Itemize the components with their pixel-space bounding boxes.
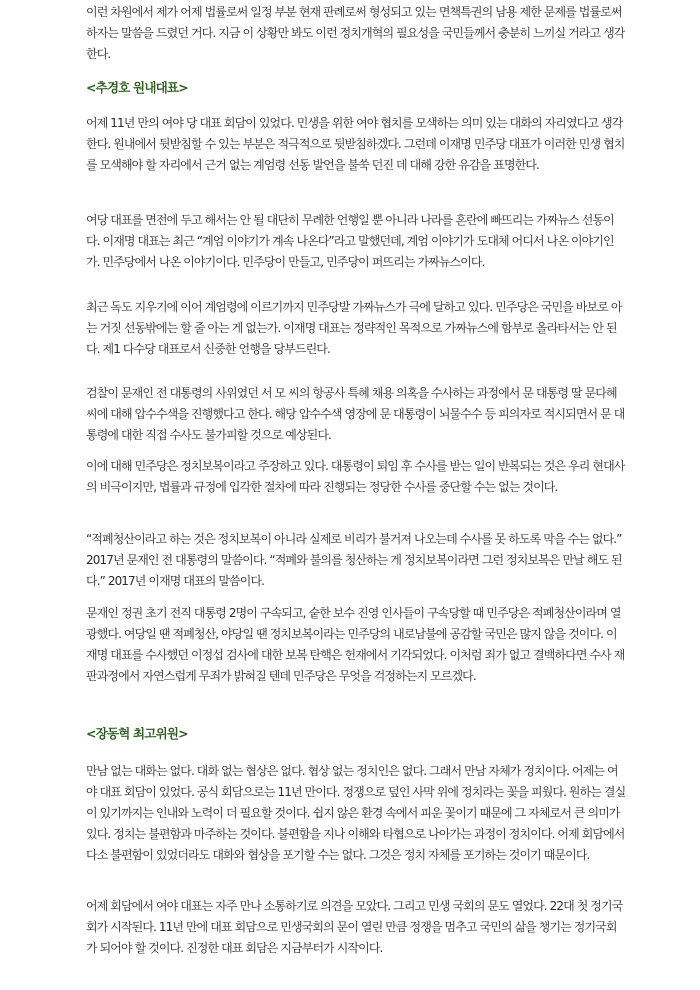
section1-paragraph-6: “적폐청산이라고 하는 것은 정치보복이 아니라 실제로 비리가 불거져 나오는데 수사를 못 하도록 막을 수는 없다.” 2017년 문재인 전 대통령의 말씀이다. “적폐와 불의를 청산하는 게 정치보복이라면 그런 정치보복은 만날 해도 된다.” 2017년 이재명 대표의 말씀이다. xyxy=(86,532,622,588)
section2-paragraph-2: 어제 회담에서 여야 대표는 자주 만나 소통하기로 의견을 모았다. 그리고 민생 국회의 문도 열었다. 22대 첫 정기국회가 시작된다. 11년 만에 대표 회담으로 민생국회의 문이 열린 만큼 정쟁을 멈추고 국민의 삶을 챙기는 정기국회가 되어야 할 것이다. 진정한 대표 회담은 지금부터가 시작이다. xyxy=(86,899,623,955)
section1-paragraph-1: 어제 11년 만의 여야 당 대표 회담이 있었다. 민생을 위한 여야 협치를 모색하는 의미 있는 대화의 자리였다고 생각한다. 원내에서 뒷받침할 수 있는 부분은 적극적으로 뒷받침하겠다. 그런데 이재명 민주당 대표가 이러한 민생 협치를 모색해야 할 자리에서 근거 없는 계엄령 선동 발언을 불쑥 던진 데 대해 강한 유감을 표명한다. xyxy=(86,116,625,172)
section1-paragraph-4: 검찰이 문재인 전 대통령의 사위였던 서 모 씨의 항공사 특혜 채용 의혹을 수사하는 과정에서 문 대통령 딸 문다혜 씨에 대해 압수수색을 진행했다고 한다. 해당 압수수색 영장에 문 대통령이 뇌물수수 등 피의자로 적시되면서 문 대통령에 대한 직접 수사도 불가피할 것으로 예상된다. xyxy=(86,386,625,442)
section1-paragraph-2: 여당 대표를 면전에 두고 해서는 안 될 대단히 무례한 언행일 뿐 아니라 나라를 혼란에 빠뜨리는 가짜뉴스 선동이다. 이재명 대표는 최근 “계엄 이야기가 계속 나온다”라고 말했던데, 계엄 이야기가 도대체 어디서 나온 이야기인가. 민주당에서 나온 이야기이다. 민주당이 만들고, 민주당이 퍼뜨리는 가짜뉴스이다. xyxy=(86,213,614,269)
intro-paragraph: 이런 차원에서 제가 어제 법률로써 일정 부분 현재 판례로써 형성되고 있는 면책특권의 남용 제한 문제를 법률로써 하자는 말씀을 드렸던 거다. 지금 이 상황만 봐도 이런 정치개혁의 필요성을 국민들께서 충분히 느끼실 거라고 생각한다. xyxy=(86,5,625,61)
section1-paragraph-7: 문재인 정권 초기 전직 대통령 2명이 구속되고, 숱한 보수 진영 인사들이 구속당할 때 민주당은 적폐청산이라며 열광했다. 여당일 땐 적폐청산, 야당일 땐 정치보복이라는 민주당의 내로남불에 공감할 국민은 많지 않을 것이다. 이재명 대표를 수사했던 이정섭 검사에 대한 보복 탄핵은 헌재에서 기각되었다. 이처럼 죄가 없고 결백하다면 수사 재판과정에서 자연스럽게 무죄가 밝혀질 텐데 민주당은 무엇을 걱정하는지 모르겠다. xyxy=(86,606,625,683)
section2-paragraph-1: 만남 없는 대화는 없다. 대화 없는 협상은 없다. 협상 없는 정치인은 없다. 그래서 만남 자체가 정치이다. 어제는 여야 대표 회담이 있었다. 공식 회담으로는 11년 만이다. 정쟁으로 덮인 사막 위에 정치라는 꽃을 피웠다. 원하는 결실이 있기까지는 인내와 노력이 더 필요할 것이다. 쉽지 않은 환경 속에서 피운 꽃이기 때문에 그 자체로서 큰 의미가 있다. 정치는 불편함과 마주하는 것이다. 불편함을 지나 이해와 타협으로 나아가는 과정이 정치이다. 어제 회담에서 다소 불편함이 있었더라도 대화와 협상을 포기할 수는 없다. 그것은 정치 자체를 포기하는 것이기 때문이다. xyxy=(86,764,626,862)
section-heading-choo: <추경호 원내대표> xyxy=(86,80,188,95)
section1-paragraph-3: 최근 독도 지우기에 이어 계엄령에 이르기까지 민주당발 가짜뉴스가 극에 달하고 있다. 민주당은 국민을 바보로 아는 거짓 선동밖에는 할 줄 아는 게 없는가. 이재명 대표는 정략적인 목적으로 가짜뉴스에 함부로 올라타서는 안 된다. 제1 다수당 대표로서 신중한 언행을 당부드린다. xyxy=(86,300,622,356)
section-heading-jang: <장동혁 최고위원> xyxy=(86,726,188,741)
section1-paragraph-5: 이에 대해 민주당은 정치보복이라고 주장하고 있다. 대통령이 퇴임 후 수사를 받는 일이 반복되는 것은 우리 현대사의 비극이지만, 법률과 규정에 입각한 절차에 따라 진행되는 정당한 수사를 중단할 수는 없는 것이다. xyxy=(86,459,625,494)
